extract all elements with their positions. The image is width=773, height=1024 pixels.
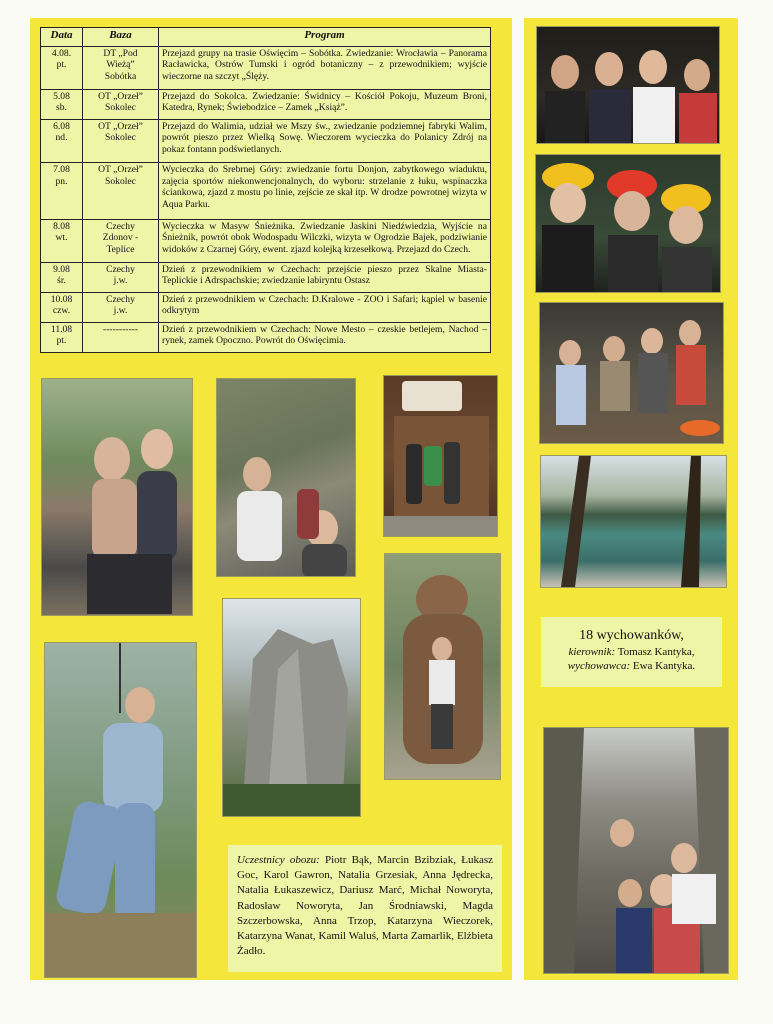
photo-group-night	[536, 26, 720, 144]
leader-line	[541, 645, 722, 659]
photo-restaurant-entrance	[383, 375, 498, 537]
photo-canyon-group	[543, 727, 729, 974]
leader-label: kierownik:	[568, 646, 616, 659]
schedule-row	[41, 163, 491, 220]
row-program: Dzień z przewodnikiem w Czechach: przejście pieszo przez Skalne Miasta- Teplickie i Adrspachskie; zwiedzanie labiryntu Ostasz	[159, 262, 491, 292]
row-base: j.w.	[113, 275, 128, 287]
photo-rocks-group	[216, 378, 356, 577]
canyon-group-icon	[544, 728, 728, 973]
row-day: pn.	[55, 175, 68, 187]
tutor-name: Ewa Kantyka.	[632, 660, 696, 673]
participants-box	[228, 845, 502, 972]
tutor-line	[541, 659, 722, 673]
header-program: Program	[159, 28, 491, 47]
photo-zipline-girl	[44, 642, 197, 978]
participant-count: 18 wychowanków,	[579, 628, 684, 643]
row-base: DT „Pod	[103, 47, 138, 59]
building-entrance-icon	[384, 376, 497, 536]
row-base: Zdonov -	[102, 232, 139, 244]
participants-label: Uczestnicy obozu:	[237, 854, 320, 866]
row-day: nd.	[55, 132, 68, 144]
row-base: OT „Orzeł”	[98, 90, 143, 102]
photo-helmets	[535, 154, 721, 293]
photo-rock-formation	[222, 598, 361, 817]
photo-bear-statue	[384, 553, 501, 780]
leader-name: Tomasz Kantyka,	[617, 646, 695, 659]
row-program: Wycieczka w Masyw Śnieżnika. Zwiedzanie Jaskini Niedźwiedzia, Wyjście na Śnieżnik, powrót obok Wodospadu Wilczki, wizyta w Ogrodzie Bajek, podziwianie widoków z Czarnej Góry, ewent. zjazd kolejką krzesełkową. Przejazd do Czech.	[159, 219, 491, 262]
row-date: 11.08	[50, 323, 73, 335]
row-program: Przejazd do Walimia, udział we Mszy św., zwiedzanie podziemnej fabryki Walim, powrót pieszo przez Wielką Sowę. Wieczorem wycieczka do Polanicy Zdrój na pokaz fontann podświetlanych.	[159, 119, 491, 162]
row-base: Czechy	[106, 263, 135, 275]
photo-bonfire	[539, 302, 724, 444]
people-silhouette-icon	[42, 379, 192, 615]
row-program: Wycieczka do Srebrnej Góry: zwiedzanie fortu Donjon, zabytkowego wiaduktu, zajęcia sportów niekonwencjonalnych, do wyboru: strzelanie z łuku, wspinaczka ściankowa, zjazd z mostu po linie, zejście ze skał itp. W drodze powrotnej wizyta w Aqua Parku.	[159, 163, 491, 220]
row-program: Przejazd grupy na trasie Oświęcim – Sobótka. Zwiedzanie: Wrocławia – Panorama Racławicka, Ostrów Tumski i ogród botaniczny – z przewodnikiem; wyjście wieczorne na szczyt „Ślęży.	[159, 46, 491, 89]
row-base: Czechy	[106, 220, 135, 232]
row-base: Teplice	[106, 243, 135, 255]
row-base: OT „Orzeł”	[98, 120, 143, 132]
rock-formation-icon	[223, 599, 360, 816]
row-base: Sokolec	[105, 102, 136, 114]
row-date: 7.08	[53, 164, 70, 176]
row-day: pt.	[56, 59, 67, 71]
row-base: Czechy	[106, 293, 135, 305]
row-date: 10.08	[50, 293, 73, 305]
helmet-people-icon	[536, 155, 720, 292]
row-base: Sokolec	[105, 132, 136, 144]
row-day: śr.	[57, 275, 66, 287]
schedule-table	[40, 27, 491, 353]
people-silhouette-icon	[217, 379, 355, 576]
row-base: -----------	[102, 323, 139, 335]
row-date: 6.08	[53, 120, 70, 132]
row-date: 9.08	[53, 263, 70, 275]
bonfire-group-icon	[540, 303, 723, 443]
row-program: Dzień z przewodnikiem w Czechach: Nowe Mesto – czeskie betlejem, Nachod – rynek, zamek Opoczno. Powrót do Oświęcimia.	[159, 322, 491, 352]
row-base: Sokolec	[105, 175, 136, 187]
header-date: Data	[41, 28, 83, 47]
zipline-person-icon	[45, 643, 196, 977]
row-date: 5.08	[53, 90, 70, 102]
row-day: wt.	[55, 232, 68, 244]
photo-group-smiling	[41, 378, 193, 616]
row-base: j.w.	[113, 305, 128, 317]
row-day: sb.	[56, 102, 67, 114]
row-date: 8.08	[53, 220, 70, 232]
bear-statue-icon	[385, 554, 500, 779]
row-program: Przejazd do Sokolca. Zwiedzanie: Świdnicy – Kościół Pokoju, Muzeum Broni, Katedra, Rynek; Świebodzice – Zamek „Książ”.	[159, 89, 491, 119]
row-program: Dzień z przewodnikiem w Czechach: D.Kralowe - ZOO i Safari; kąpiel w basenie odkrytym	[159, 292, 491, 322]
schedule-row	[41, 262, 491, 292]
row-base: Sobótka	[104, 70, 137, 82]
row-base: Wieżą”	[106, 59, 135, 71]
participants-names: Piotr Bąk, Marcin Bzibziak, Łukasz Goc, Karol Gawron, Natalia Grzesiak, Anna Jędrecka, Natalia Łukaszewicz, Dariusz Marć, Michał Noworyta, Radosław Noworyta, Jan Środniawski, Magda Szczerbowska, Anna Trzop, Katarzyna Wieczorek, Katarzyna Wanat, Kamil Waluś, Marta Zamarlik, Elżbieta Żadło.	[237, 854, 494, 958]
row-day: pt.	[56, 335, 67, 347]
schedule-row	[41, 292, 491, 322]
row-day: czw.	[52, 305, 71, 317]
header-base: Baza	[83, 28, 159, 47]
schedule-row	[41, 219, 491, 262]
photo-lake	[540, 455, 727, 588]
tutor-label: wychowawca:	[567, 660, 631, 673]
schedule-row	[41, 46, 491, 89]
row-date: 4.08.	[51, 47, 72, 59]
schedule-header-row	[41, 28, 491, 47]
schedule-row	[41, 322, 491, 352]
row-base: OT „Orzeł”	[98, 164, 143, 176]
people-silhouette-icon	[537, 27, 719, 143]
schedule-row	[41, 119, 491, 162]
schedule-row	[41, 89, 491, 119]
lake-trees-icon	[541, 456, 726, 587]
summary-box	[541, 617, 722, 687]
